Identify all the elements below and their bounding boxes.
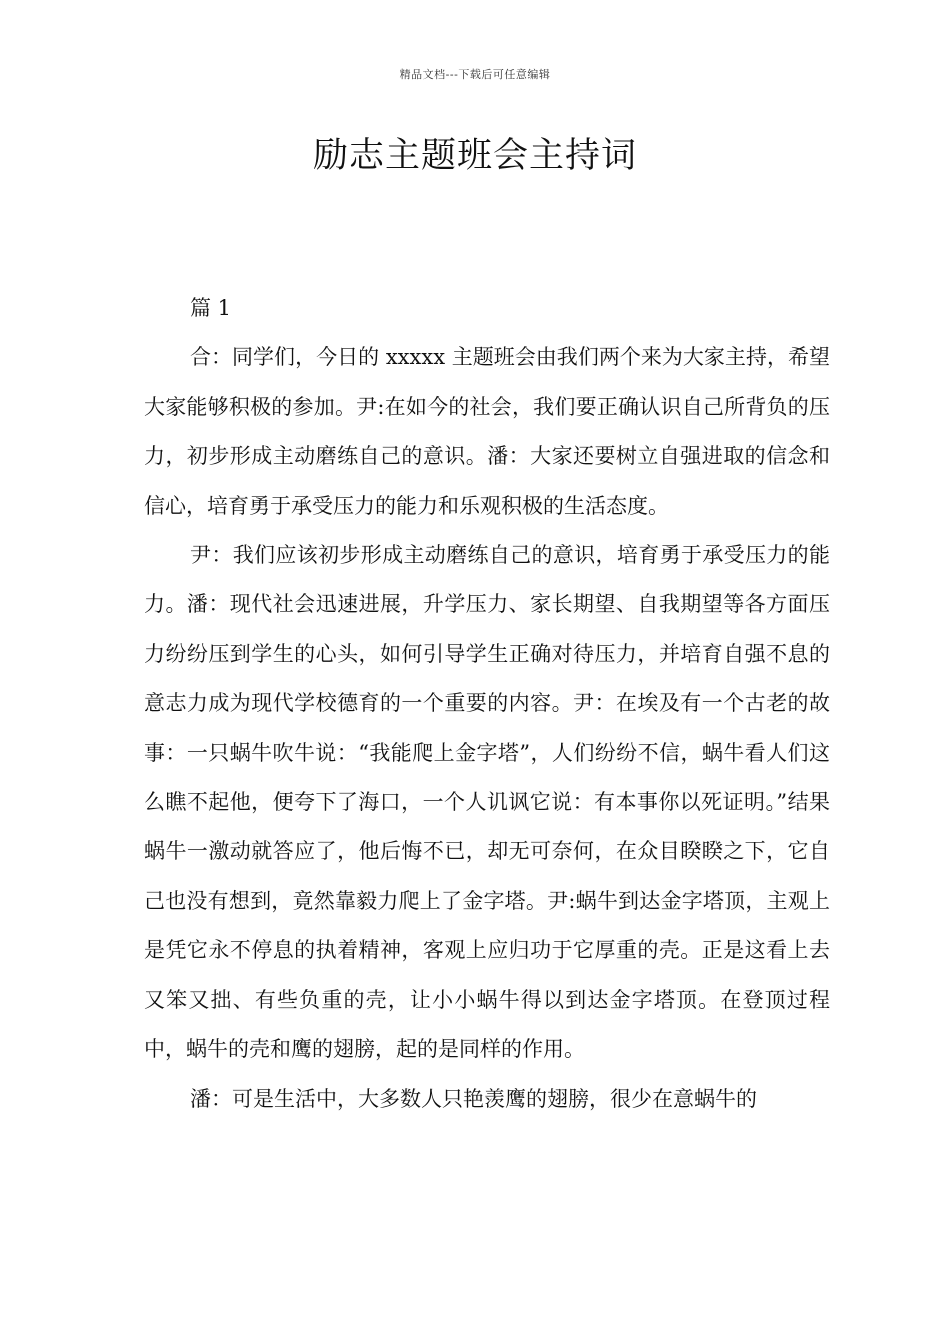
paragraph-3: 潘：可是生活中，大多数人只艳羡鹰的翅膀，很少在意蜗牛的 xyxy=(190,1086,757,1111)
document-body xyxy=(144,284,830,1124)
paragraph-1: 合：同学们，今日的 xxxxx 主题班会由我们两个来为大家主持，希望大家能够积极的参加。尹:在如今的社会，我们要正确认识自己所背负的压力，初步形成主动磨练自己的意识。潘：大家还要树立自强进取的信念和信心，培育勇于承受压力的能力和乐观积极的生活态度。 xyxy=(144,345,830,518)
header-note: 精品文档---下载后可任意编辑 xyxy=(399,68,551,81)
paragraph-2: 尹：我们应该初步形成主动磨练自己的意识，培育勇于承受压力的能力。潘：现代社会迅速进展，升学压力、家长期望、自我期望等各方面压力纷纷压到学生的心头，如何引导学生正确对待压力，并培育自强不息的意志力成为现代学校德育的一个重要的内容。尹：在埃及有一个古老的故事：一只蜗牛吹牛说：“我能爬上金字塔”，人们纷纷不信，蜗牛看人们这么瞧不起他，便夸下了海口，一个人讥讽它说：有本事你以死证明。”结果蜗牛一激动就答应了，他后悔不已，却无可奈何，在众目睽睽之下，它自己也没有想到，竟然靠毅力爬上了金字塔。尹:蜗牛到达金字塔顶，主观上是凭它永不停息的执着精神，客观上应归功于它厚重的壳。正是这看上去又笨又拙、有些负重的壳，让小小蜗牛得以到达金字塔顶。在登顶过程中，蜗牛的壳和鹰的翅膀，起的是同样的作用。 xyxy=(144,543,830,1062)
section-label: 篇 1 xyxy=(190,296,232,320)
document-title: 励志主题班会主持词 xyxy=(312,136,637,176)
